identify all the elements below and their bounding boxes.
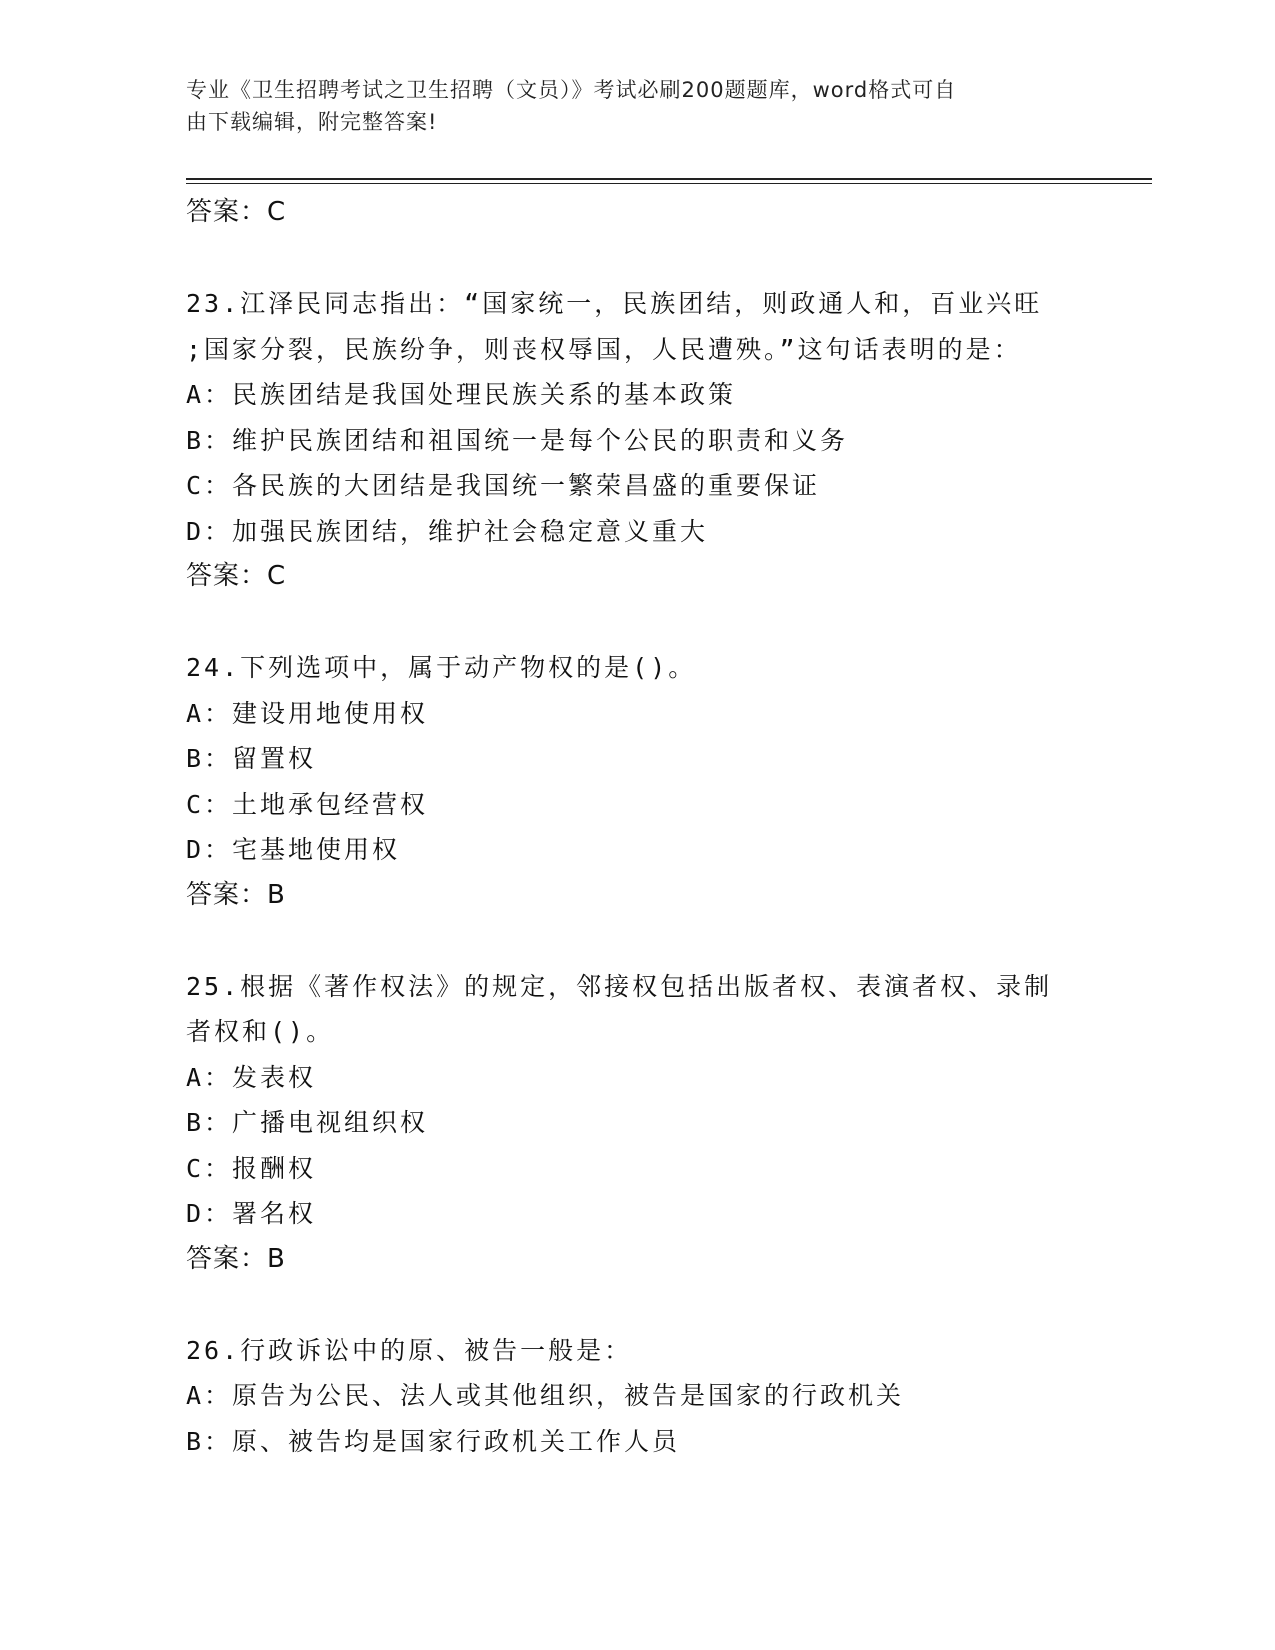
- question-stem-continued: 者权和()。: [186, 1017, 335, 1046]
- header-line-2: 由下载编辑，附完整答案!: [186, 110, 438, 134]
- page-header: [186, 74, 1066, 138]
- option-d: D：宅基地使用权: [186, 835, 401, 864]
- question-stem-continued: ;国家分裂，民族纷争，则丧权辱国，人民遭殃。”这句话表明的是：: [186, 334, 1022, 364]
- answer: 答案：C: [186, 561, 287, 591]
- option-d: D：加强民族团结，维护社会稳定意义重大: [186, 516, 709, 546]
- option-a: A：原告为公民、法人或其他组织，被告是国家的行政机关: [186, 1381, 905, 1410]
- question-stem: 26.行政诉讼中的原、被告一般是：: [186, 1335, 633, 1365]
- option-a: A：发表权: [186, 1062, 317, 1092]
- header-rule-thick: [186, 178, 1152, 180]
- answer: 答案：B: [186, 879, 286, 910]
- option-b: B：原、被告均是国家行政机关工作人员: [186, 1426, 681, 1456]
- option-b: B：广播电视组织权: [186, 1108, 429, 1137]
- question-stem: 24.下列选项中，属于动产物权的是()。: [186, 653, 697, 682]
- spacer: [186, 236, 1086, 282]
- question-25: [186, 964, 1086, 1283]
- question-stem: 25.根据《著作权法》的规定，邻接权包括出版者权、表演者权、录制: [186, 971, 1053, 1001]
- spacer: [186, 1282, 1086, 1328]
- option-c: C：土地承包经营权: [186, 789, 429, 819]
- option-d: D：署名权: [186, 1199, 317, 1228]
- option-b: B：留置权: [186, 744, 317, 773]
- header-rule-thin: [186, 183, 1152, 184]
- spacer: [186, 600, 1086, 646]
- question-content: [186, 190, 1086, 1464]
- option-b: B：维护民族团结和祖国统一是每个公民的职责和义务: [186, 425, 849, 455]
- spacer: [186, 918, 1086, 964]
- question-26: [186, 1328, 1086, 1465]
- option-c: C：报酬权: [186, 1153, 317, 1183]
- option-c: C：各民族的大团结是我国统一繁荣昌盛的重要保证: [186, 471, 821, 500]
- question-23: [186, 281, 1086, 600]
- question-stem: 23.江泽民同志指出：“国家统一，民族团结，则政通人和，百业兴旺: [186, 289, 1043, 318]
- previous-answer: 答案：C: [186, 197, 287, 227]
- answer: 答案：B: [186, 1243, 286, 1274]
- header-line-1: 专业《卫生招聘考试之卫生招聘（文员）》考试必刷200题题库，word格式可自: [186, 78, 957, 102]
- option-a: A：建设用地使用权: [186, 698, 429, 728]
- option-a: A：民族团结是我国处理民族关系的基本政策: [186, 380, 737, 409]
- question-24: [186, 645, 1086, 918]
